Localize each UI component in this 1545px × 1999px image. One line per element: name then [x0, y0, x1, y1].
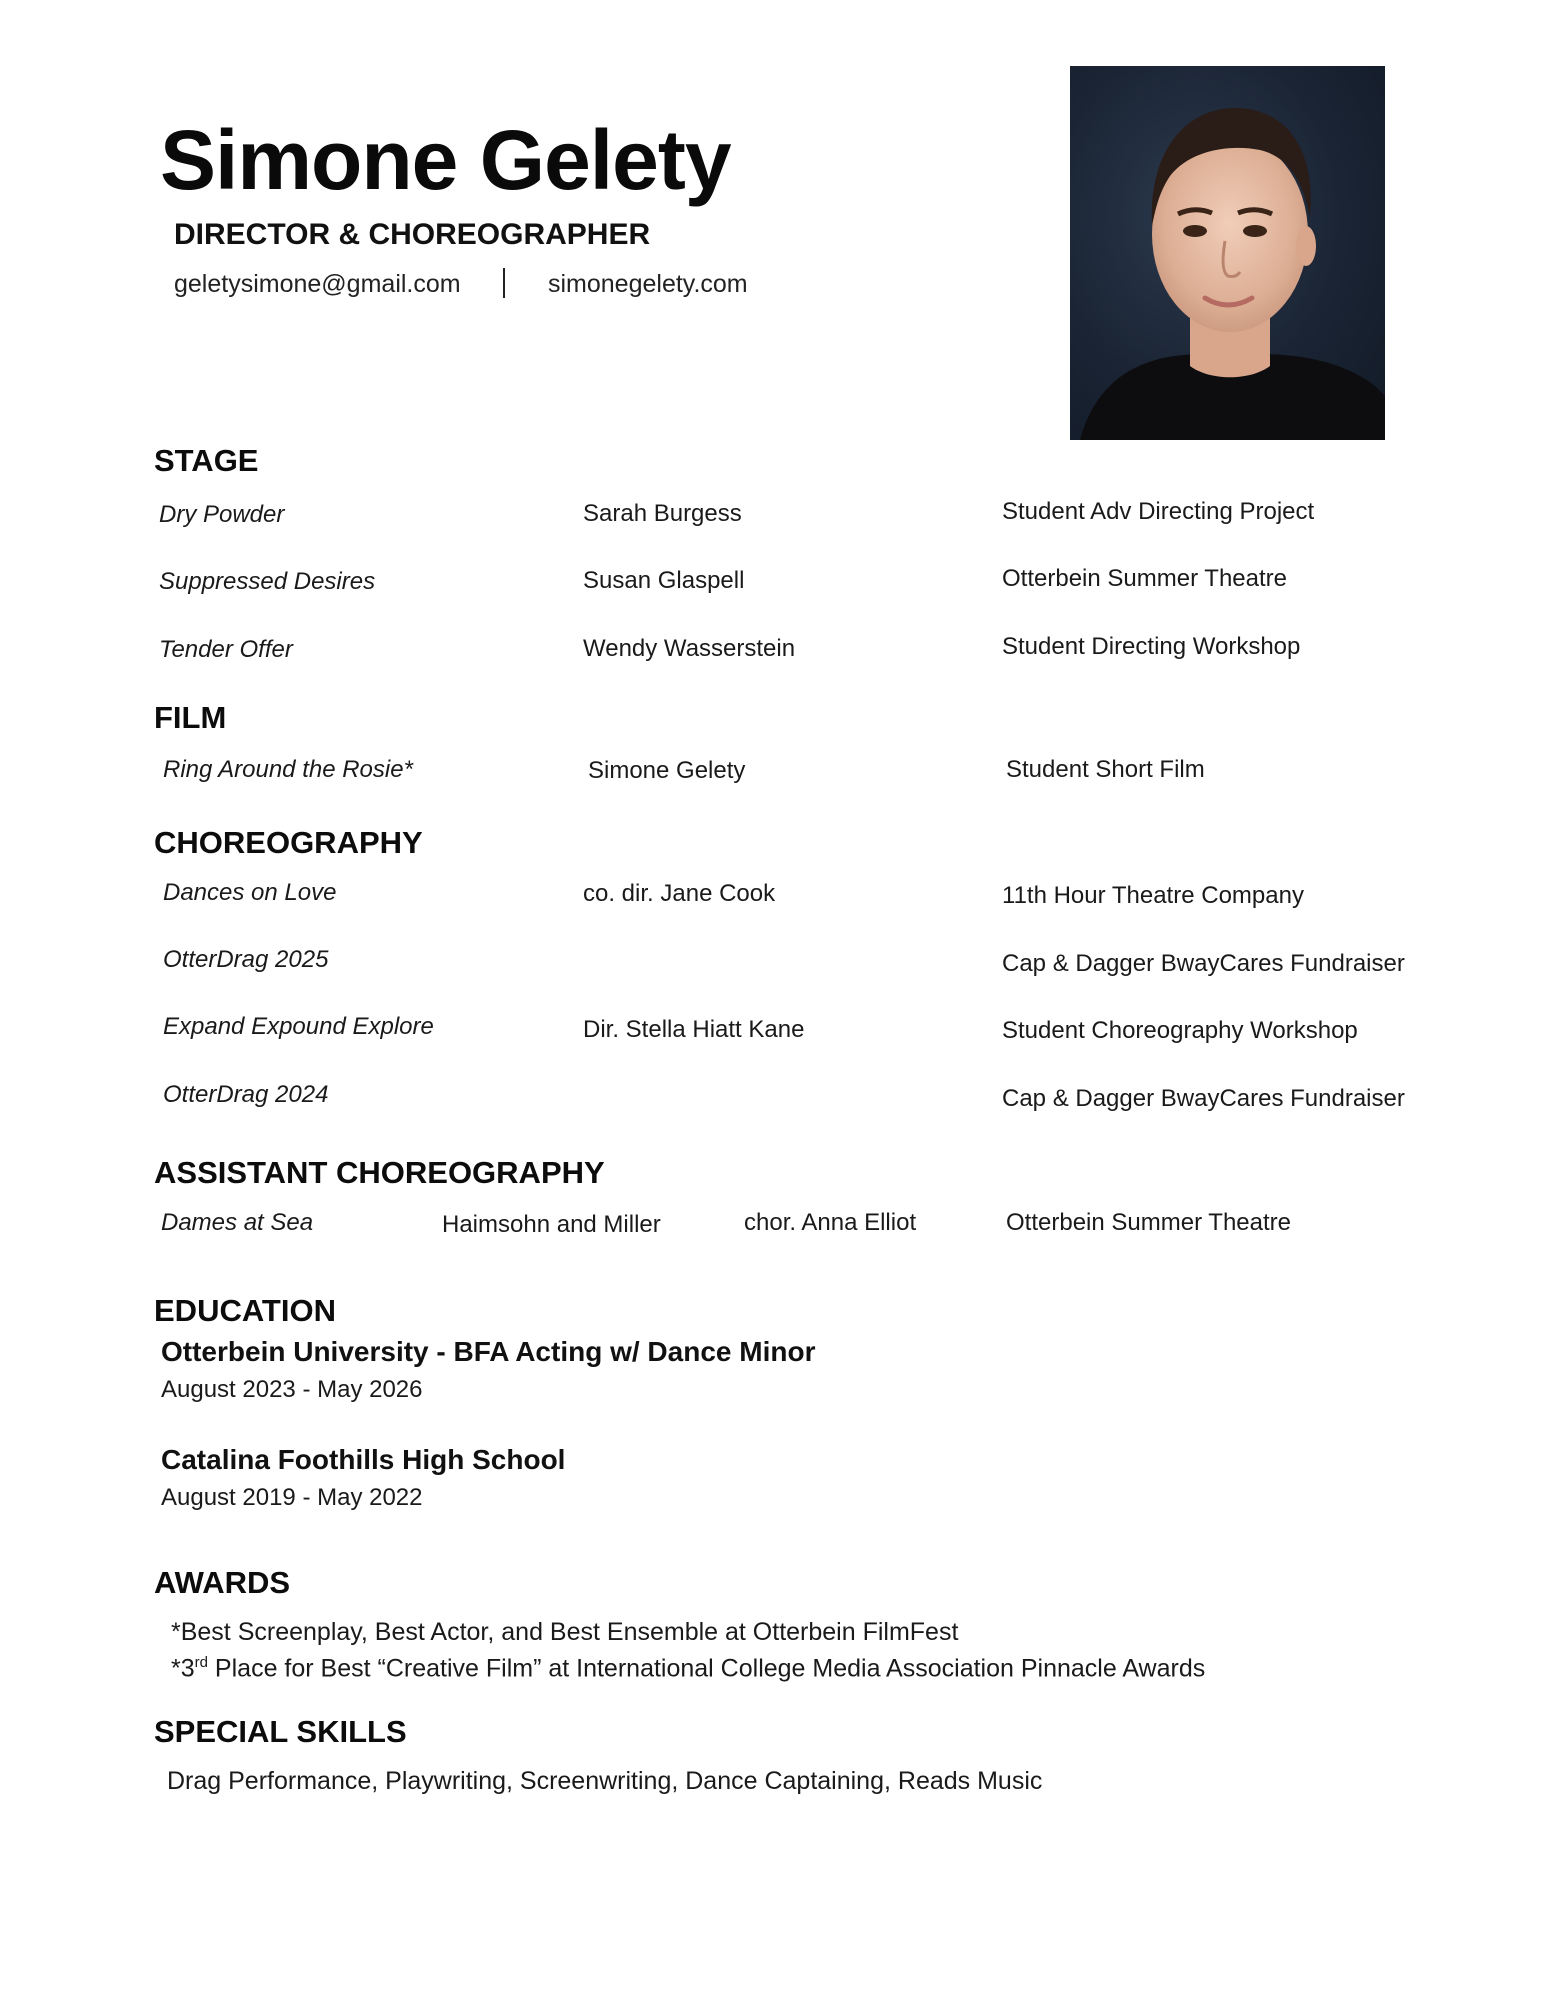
education-school: Catalina Foothills High School [161, 1444, 566, 1475]
section-heading-assistant-choreography: ASSISTANT CHOREOGRAPHY [154, 1155, 605, 1190]
section-heading-special-skills: SPECIAL SKILLS [154, 1714, 407, 1749]
assistant-choreography-row-author: Haimsohn and Miller [442, 1211, 661, 1238]
assistant-choreography-row-venue: Otterbein Summer Theatre [1006, 1209, 1292, 1236]
stage-row-title: Suppressed Desires [159, 568, 376, 595]
choreography-row-title: OtterDrag 2025 [163, 946, 329, 973]
choreography-row-title: Dances on Love [163, 879, 337, 906]
film-row-title: Ring Around the Rosie* [163, 756, 413, 783]
stage-row-title: Dry Powder [159, 501, 285, 528]
section-heading-film: FILM [154, 700, 227, 735]
education-dates: August 2023 - May 2026 [161, 1376, 423, 1403]
film-row-author: Simone Gelety [588, 757, 746, 784]
section-heading-stage: STAGE [154, 443, 259, 478]
assistant-choreography-row-title: Dames at Sea [161, 1209, 314, 1236]
education-dates: August 2019 - May 2022 [161, 1484, 423, 1511]
section-heading-education: EDUCATION [154, 1293, 336, 1328]
award-item-ordinal: rd [194, 1654, 208, 1671]
choreography-row-title: Expand Expound Explore [163, 1013, 434, 1040]
stage-row-venue: Student Adv Directing Project [1002, 498, 1315, 525]
section-heading-choreography: CHOREOGRAPHY [154, 825, 423, 860]
choreography-row-venue: 11th Hour Theatre Company [1002, 882, 1304, 909]
award-item: *Best Screenplay, Best Actor, and Best Ensemble at Otterbein FilmFest [171, 1618, 959, 1646]
choreography-row-venue: Student Choreography Workshop [1002, 1017, 1358, 1044]
education-school: Otterbein University - BFA Acting w/ Dance Minor [161, 1336, 816, 1367]
stage-row-title: Tender Offer [159, 636, 293, 663]
stage-row-author: Susan Glaspell [583, 567, 745, 594]
resume-title: DIRECTOR & CHOREOGRAPHER [174, 218, 651, 251]
headshot-photo [1070, 66, 1385, 440]
stage-row-author: Sarah Burgess [583, 500, 742, 527]
choreography-row-title: OtterDrag 2024 [163, 1081, 329, 1108]
award-item [171, 1654, 1205, 1683]
film-row-venue: Student Short Film [1006, 756, 1205, 783]
resume-name: Simone Gelety [160, 113, 731, 207]
award-item-prefix: *3 [171, 1654, 195, 1683]
website-link[interactable]: simonegelety.com [548, 270, 748, 298]
choreography-row-venue: Cap & Dagger BwayCares Fundraiser [1002, 950, 1405, 977]
stage-row-venue: Otterbein Summer Theatre [1002, 565, 1288, 592]
award-item-text: Place for Best “Creative Film” at International College Media Association Pinnacle Awards [207, 1654, 1206, 1683]
stage-row-venue: Student Directing Workshop [1002, 633, 1301, 660]
choreography-row-author: co. dir. Jane Cook [583, 880, 776, 907]
email-link[interactable]: geletysimone@gmail.com [174, 270, 461, 298]
choreography-row-author: Dir. Stella Hiatt Kane [583, 1016, 805, 1043]
section-heading-awards: AWARDS [154, 1565, 291, 1600]
choreography-row-venue: Cap & Dagger BwayCares Fundraiser [1002, 1085, 1405, 1112]
assistant-choreography-row-credit: chor. Anna Elliot [744, 1209, 917, 1236]
contact-separator [503, 268, 505, 298]
special-skills-text: Drag Performance, Playwriting, Screenwriting, Dance Captaining, Reads Music [167, 1767, 1043, 1795]
stage-row-author: Wendy Wasserstein [583, 635, 796, 662]
